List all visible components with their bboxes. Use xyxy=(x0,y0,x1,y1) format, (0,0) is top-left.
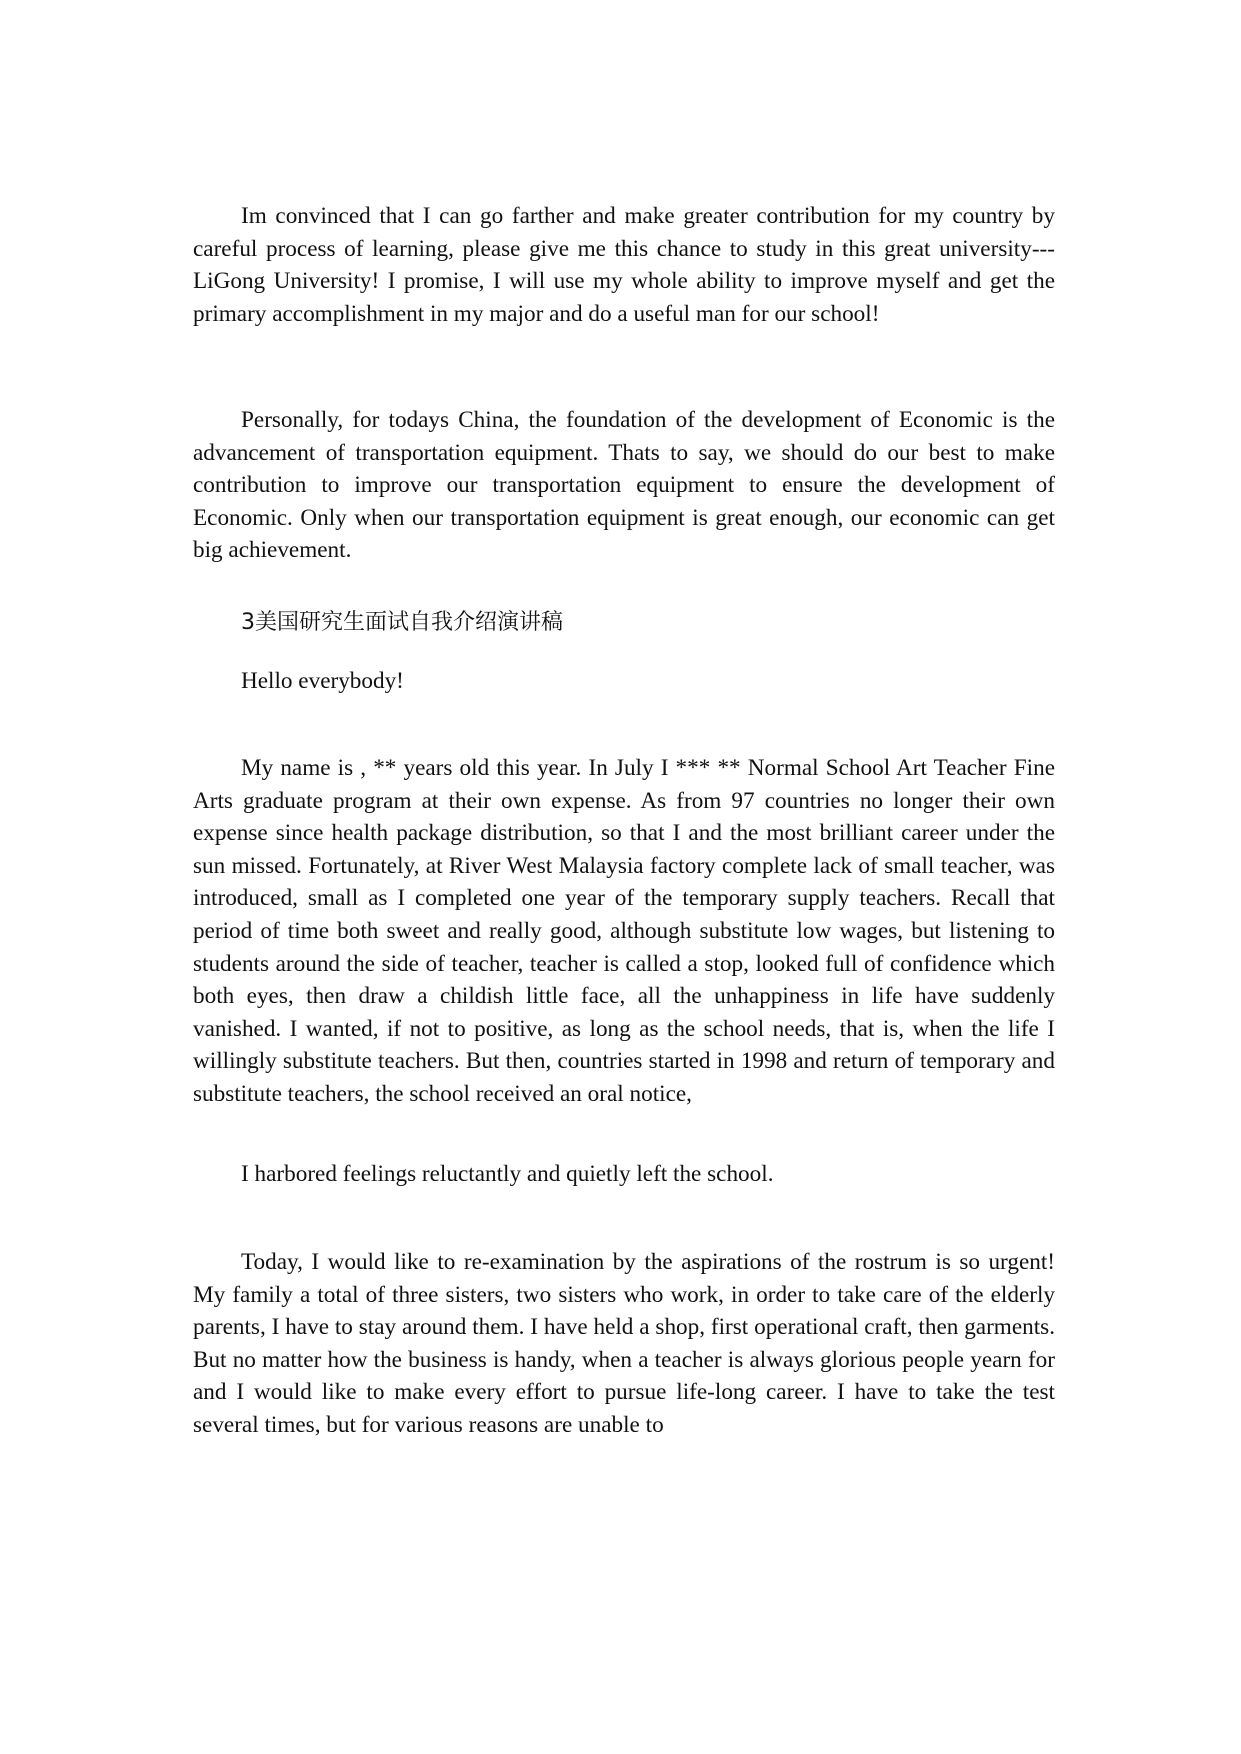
paragraph-contribution: Im convinced that I can go farther and make greater contribution for my country by careful process of learning, please give me this chance to study in this great university---LiGong University! I promise, I will use my whole ability to improve myself and get the primary accomplishment in my major and do a useful man for our school! xyxy=(193,203,1055,327)
paragraph-left-school: I harbored feelings reluctantly and quietly left the school. xyxy=(241,1161,774,1187)
section-heading: 3美国研究生面试自我介绍演讲稿 xyxy=(241,610,563,635)
paragraph-aspirations: Today, I would like to re-examination by the aspirations of the rostrum is so urgent! My family a total of three sisters, two sisters who work, in order to take care of the elderly parents, I have to stay around them. I have held a shop, first operational craft, then garments. But no matter how the business is handy, when a teacher is always glorious people yearn for and I would like to make every effort to pursue life-long career. I have to take the test several times, but for various reasons are unable to xyxy=(193,1249,1055,1438)
paragraph-introduction: My name is , ** years old this year. In July I *** ** Normal School Art Teacher Fine Arts graduate program at their own expense. As from 97 countries no longer their own expense since health package distribution, so that I and the most brilliant career under the sun missed. Fortunately, at River West Malaysia factory complete lack of small teacher, was introduced, small as I completed one year of the temporary supply teachers. Recall that period of time both sweet and really good, although substitute low wages, but listening to students around the side of teacher, teacher is called a stop, looked full of confidence which both eyes, then draw a childish little face, all the unhappiness in life have suddenly vanished. I wanted, if not to positive, as long as the school needs, that is, when the life I willingly substitute teachers. But then, countries started in 1998 and return of temporary and substitute teachers, the school received an oral notice, xyxy=(193,755,1055,1107)
paragraph-greeting: Hello everybody! xyxy=(241,668,404,694)
paragraph-transportation: Personally, for todays China, the foundation of the development of Economic is the advancement of transportation equipment. Thats to say, we should do our best to make contribution to improve our transportation equipment to ensure the development of Economic. Only when our transportation equipment is great enough, our economic can get big achievement. xyxy=(193,407,1055,564)
